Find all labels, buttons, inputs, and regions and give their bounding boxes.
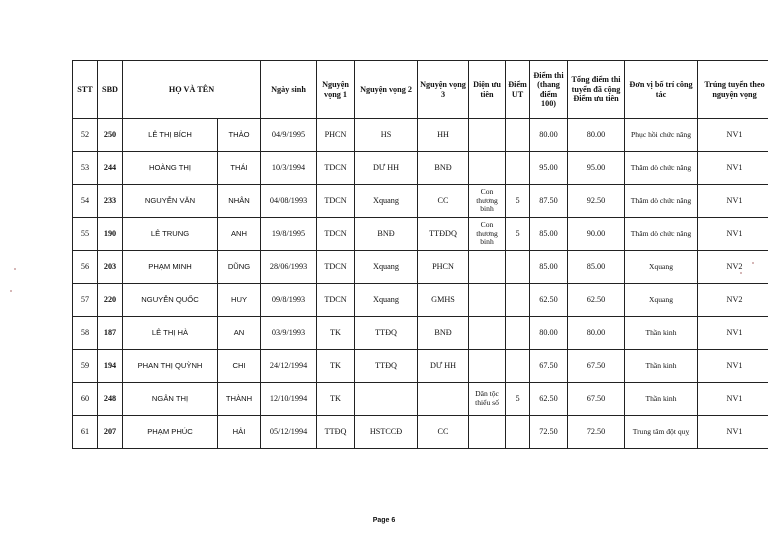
cell-stt: 55 xyxy=(73,218,98,251)
cell-trung-tuyen: NV1 xyxy=(698,416,768,449)
cell-sbd: 190 xyxy=(98,218,123,251)
cell-diem-thi: 80.00 xyxy=(530,317,568,350)
table-row xyxy=(73,152,768,185)
cell-ngay-sinh: 03/9/1993 xyxy=(261,317,317,350)
cell-nv1: PHCN xyxy=(317,119,355,152)
cell-tong-diem: 92.50 xyxy=(568,185,625,218)
cell-uu-tien xyxy=(469,152,506,185)
cell-nv3: GMHS xyxy=(418,284,469,317)
cell-ten: CHI xyxy=(218,350,261,383)
cell-tong-diem: 85.00 xyxy=(568,251,625,284)
header-nv3: Nguyện vọng 3 xyxy=(418,61,469,119)
cell-diem-ut xyxy=(506,119,530,152)
cell-diem-ut xyxy=(506,284,530,317)
cell-tong-diem: 90.00 xyxy=(568,218,625,251)
cell-don-vi: Thăm dò chức năng xyxy=(625,218,698,251)
cell-diem-ut: 5 xyxy=(506,383,530,416)
cell-nv3: CC xyxy=(418,185,469,218)
cell-ho: PHAN THỊ QUỲNH xyxy=(123,350,218,383)
cell-don-vi: Trung tâm đột quỵ xyxy=(625,416,698,449)
cell-ho: PHẠM MINH xyxy=(123,251,218,284)
header-diem-ut: Điểm UT xyxy=(506,61,530,119)
cell-diem-thi: 62.50 xyxy=(530,284,568,317)
cell-sbd: 244 xyxy=(98,152,123,185)
cell-uu-tien: Dân tộc thiểu số xyxy=(469,383,506,416)
cell-nv1: TK xyxy=(317,383,355,416)
table-row xyxy=(73,119,768,152)
table-row xyxy=(73,251,768,284)
table-row xyxy=(73,284,768,317)
scan-speck xyxy=(10,290,12,292)
header-nv2: Nguyện vọng 2 xyxy=(355,61,418,119)
cell-trung-tuyen: NV1 xyxy=(698,119,768,152)
cell-ngay-sinh: 05/12/1994 xyxy=(261,416,317,449)
cell-don-vi: Thần kinh xyxy=(625,350,698,383)
cell-don-vi: Thần kinh xyxy=(625,383,698,416)
cell-nv3: CC xyxy=(418,416,469,449)
cell-diem-thi: 95.00 xyxy=(530,152,568,185)
cell-tong-diem: 72.50 xyxy=(568,416,625,449)
table-row xyxy=(73,185,768,218)
cell-nv1: TDCN xyxy=(317,251,355,284)
cell-ten: THÁI xyxy=(218,152,261,185)
cell-tong-diem: 95.00 xyxy=(568,152,625,185)
cell-trung-tuyen: NV1 xyxy=(698,185,768,218)
table-header-row xyxy=(73,61,768,119)
cell-diem-thi: 87.50 xyxy=(530,185,568,218)
cell-trung-tuyen: NV1 xyxy=(698,317,768,350)
cell-ten: NHÂN xyxy=(218,185,261,218)
cell-nv1: TK xyxy=(317,317,355,350)
cell-diem-ut xyxy=(506,350,530,383)
cell-diem-ut xyxy=(506,251,530,284)
scan-speck xyxy=(740,272,742,274)
cell-sbd: 203 xyxy=(98,251,123,284)
cell-ngay-sinh: 12/10/1994 xyxy=(261,383,317,416)
cell-ten: THÀNH xyxy=(218,383,261,416)
page-number: Page 6 xyxy=(372,517,396,524)
cell-nv2: Xquang xyxy=(355,251,418,284)
scan-speck xyxy=(752,262,754,264)
table-row xyxy=(73,350,768,383)
cell-sbd: 207 xyxy=(98,416,123,449)
cell-stt: 56 xyxy=(73,251,98,284)
cell-ngay-sinh: 09/8/1993 xyxy=(261,284,317,317)
header-diem-thi: Điểm thi (thang điểm 100) xyxy=(530,61,568,119)
cell-stt: 52 xyxy=(73,119,98,152)
cell-ho: NGÂN THỊ xyxy=(123,383,218,416)
table-row xyxy=(73,416,768,449)
cell-diem-ut: 5 xyxy=(506,218,530,251)
header-sbd: SBD xyxy=(98,61,123,119)
cell-ho: HOÀNG THỊ xyxy=(123,152,218,185)
cell-uu-tien xyxy=(469,350,506,383)
cell-uu-tien xyxy=(469,284,506,317)
cell-diem-ut: 5 xyxy=(506,185,530,218)
cell-sbd: 187 xyxy=(98,317,123,350)
cell-ngay-sinh: 04/08/1993 xyxy=(261,185,317,218)
cell-trung-tuyen: NV1 xyxy=(698,218,768,251)
cell-ten: HẢI xyxy=(218,416,261,449)
cell-don-vi: Thăm dò chức năng xyxy=(625,152,698,185)
cell-diem-thi: 85.00 xyxy=(530,251,568,284)
cell-nv2: TTĐQ xyxy=(355,350,418,383)
table-row xyxy=(73,218,768,251)
cell-don-vi: Xquang xyxy=(625,251,698,284)
cell-nv1: TDCN xyxy=(317,284,355,317)
cell-don-vi: Phục hồi chức năng xyxy=(625,119,698,152)
cell-ngay-sinh: 10/3/1994 xyxy=(261,152,317,185)
cell-nv3: BNĐ xyxy=(418,317,469,350)
cell-sbd: 220 xyxy=(98,284,123,317)
table-row xyxy=(73,317,768,350)
cell-ngay-sinh: 24/12/1994 xyxy=(261,350,317,383)
cell-tong-diem: 67.50 xyxy=(568,383,625,416)
cell-nv2: Xquang xyxy=(355,284,418,317)
cell-diem-thi: 80.00 xyxy=(530,119,568,152)
cell-stt: 59 xyxy=(73,350,98,383)
cell-diem-ut xyxy=(506,317,530,350)
cell-trung-tuyen: NV1 xyxy=(698,152,768,185)
cell-ngay-sinh: 04/9/1995 xyxy=(261,119,317,152)
cell-trung-tuyen: NV1 xyxy=(698,350,768,383)
cell-nv2: DƯ HH xyxy=(355,152,418,185)
cell-nv3: HH xyxy=(418,119,469,152)
cell-nv1: TK xyxy=(317,350,355,383)
cell-ten: HUY xyxy=(218,284,261,317)
cell-ten: ANH xyxy=(218,218,261,251)
cell-stt: 61 xyxy=(73,416,98,449)
cell-ho: LÊ THỊ BÍCH xyxy=(123,119,218,152)
cell-tong-diem: 62.50 xyxy=(568,284,625,317)
cell-nv2: HS xyxy=(355,119,418,152)
cell-tong-diem: 80.00 xyxy=(568,317,625,350)
header-ho-ten: HỌ VÀ TÊN xyxy=(123,61,261,119)
cell-ho: NGUYỄN VĂN xyxy=(123,185,218,218)
cell-stt: 58 xyxy=(73,317,98,350)
cell-uu-tien xyxy=(469,251,506,284)
cell-nv2: BNĐ xyxy=(355,218,418,251)
cell-diem-thi: 72.50 xyxy=(530,416,568,449)
cell-uu-tien: Con thương binh xyxy=(469,185,506,218)
cell-ten: DŨNG xyxy=(218,251,261,284)
cell-ten: THẢO xyxy=(218,119,261,152)
cell-sbd: 233 xyxy=(98,185,123,218)
header-tong-diem: Tổng điểm thi tuyển đã cộng Điểm ưu tiên xyxy=(568,61,625,119)
header-nv1: Nguyện vọng 1 xyxy=(317,61,355,119)
cell-nv2: TTĐQ xyxy=(355,317,418,350)
header-stt: STT xyxy=(73,61,98,119)
cell-nv3: DƯ HH xyxy=(418,350,469,383)
cell-don-vi: Thần kinh xyxy=(625,317,698,350)
header-ngay-sinh: Ngày sinh xyxy=(261,61,317,119)
cell-nv1: TDCN xyxy=(317,218,355,251)
header-trung-tuyen: Trúng tuyển theo nguyện vọng xyxy=(698,61,768,119)
cell-diem-ut xyxy=(506,152,530,185)
cell-nv3: TTĐDQ xyxy=(418,218,469,251)
cell-nv1: TDCN xyxy=(317,185,355,218)
cell-diem-ut xyxy=(506,416,530,449)
cell-uu-tien xyxy=(469,119,506,152)
scan-speck xyxy=(14,268,16,270)
cell-nv2: HSTCCĐ xyxy=(355,416,418,449)
header-don-vi: Đơn vị bố trí công tác xyxy=(625,61,698,119)
cell-stt: 53 xyxy=(73,152,98,185)
cell-ngay-sinh: 19/8/1995 xyxy=(261,218,317,251)
cell-nv2: Xquang xyxy=(355,185,418,218)
cell-ten: AN xyxy=(218,317,261,350)
cell-trung-tuyen: NV1 xyxy=(698,383,768,416)
cell-ho: PHẠM PHÚC xyxy=(123,416,218,449)
cell-nv3: PHCN xyxy=(418,251,469,284)
cell-ho: NGUYỄN QUỐC xyxy=(123,284,218,317)
cell-nv1: TDCN xyxy=(317,152,355,185)
cell-tong-diem: 80.00 xyxy=(568,119,625,152)
cell-nv3 xyxy=(418,383,469,416)
cell-uu-tien: Con thương binh xyxy=(469,218,506,251)
cell-nv2 xyxy=(355,383,418,416)
cell-nv3: BNĐ xyxy=(418,152,469,185)
cell-sbd: 248 xyxy=(98,383,123,416)
header-dien-uu-tien: Diện ưu tiên xyxy=(469,61,506,119)
cell-uu-tien xyxy=(469,317,506,350)
cell-sbd: 250 xyxy=(98,119,123,152)
cell-stt: 57 xyxy=(73,284,98,317)
cell-ho: LÊ THỊ HÀ xyxy=(123,317,218,350)
results-table xyxy=(72,60,768,449)
table-row xyxy=(73,383,768,416)
cell-stt: 54 xyxy=(73,185,98,218)
cell-ho: LÊ TRUNG xyxy=(123,218,218,251)
cell-uu-tien xyxy=(469,416,506,449)
cell-don-vi: Xquang xyxy=(625,284,698,317)
cell-don-vi: Thăm dò chức năng xyxy=(625,185,698,218)
cell-trung-tuyen: NV2 xyxy=(698,284,768,317)
cell-sbd: 194 xyxy=(98,350,123,383)
cell-nv1: TTĐQ xyxy=(317,416,355,449)
cell-stt: 60 xyxy=(73,383,98,416)
cell-diem-thi: 67.50 xyxy=(530,350,568,383)
cell-tong-diem: 67.50 xyxy=(568,350,625,383)
cell-ngay-sinh: 28/06/1993 xyxy=(261,251,317,284)
cell-diem-thi: 85.00 xyxy=(530,218,568,251)
cell-trung-tuyen: NV2 xyxy=(698,251,768,284)
cell-diem-thi: 62.50 xyxy=(530,383,568,416)
